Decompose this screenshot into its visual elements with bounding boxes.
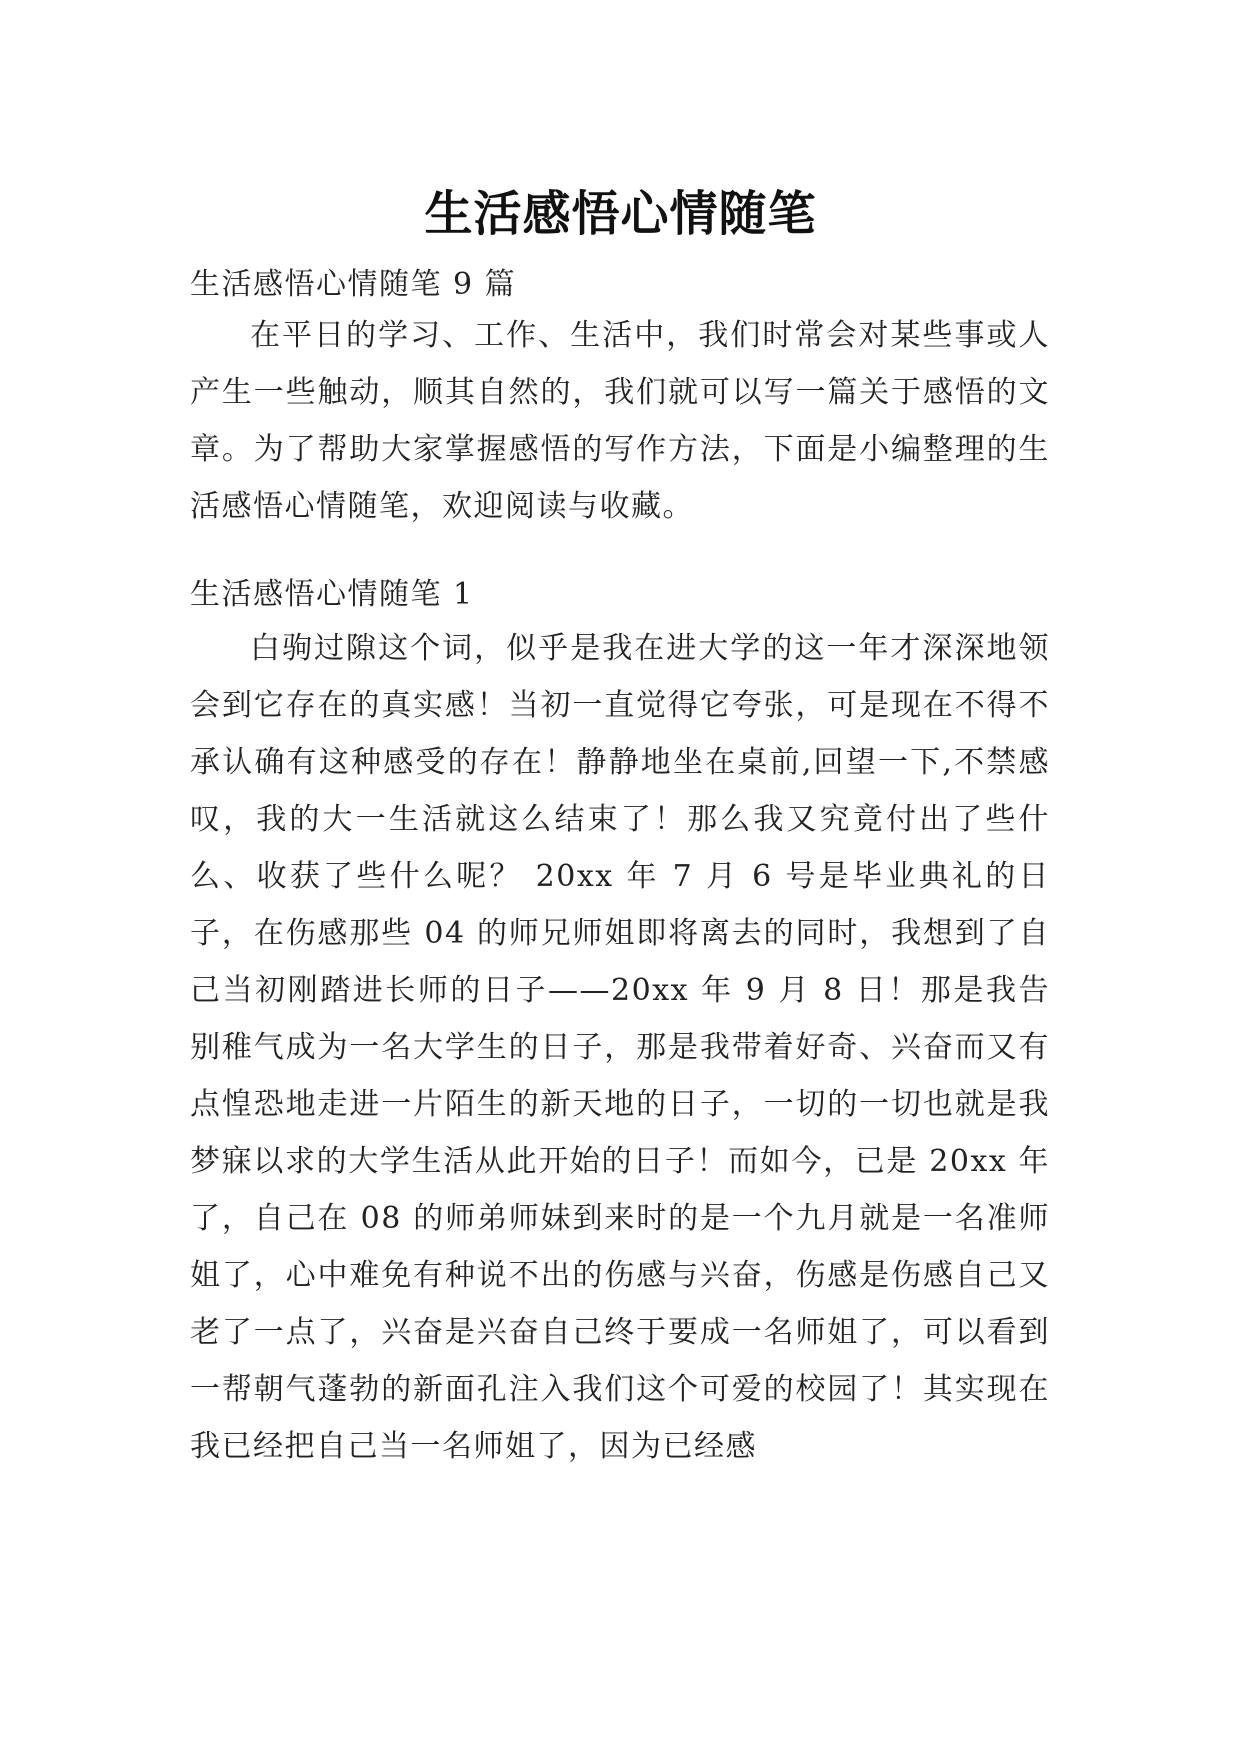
collection-heading: 生活感悟心情随笔 9 篇	[190, 267, 517, 302]
section-1-title: 生活感悟心情随笔 1	[190, 577, 474, 612]
section-1-body: 白驹过隙这个词，似乎是我在进大学的这一年才深深地领会到它存在的真实感！当初一直觉得它夸张，可是现在不得不承认确有这种感受的存在！静静地坐在桌前,回望一下,不禁感叹，我的大一生活就这么结束了！那么我又究竟付出了些什么、收获了些什么呢？ 20xx 年 7 月 6 号是毕业典礼的日子，在伤感那些 04 的师兄师姐即将离去的同时，我想到了自己当初刚踏进长师的日子——20xx 年 9 月 8 日！那是我告别稚气成为一名大学生的日子，那是我带着好奇、兴奋而又有点惶恐地走进一片陌生的新天地的日子，一切的一切也就是我梦寐以求的大学生活从此开始的日子！而如今，已是 20xx 年了，自己在 08 的师弟师妹到来时的是一个九月就是一名准师姐了，心中难免有种说不出的伤感与兴奋，伤感是伤感自己又老了一点了，兴奋是兴奋自己终于要成一名师姐了，可以看到一帮朝气蓬勃的新面孔注入我们这个可爱的校园了！其实现在我已经把自己当一名师姐了，因为已经感	[190, 631, 1050, 1464]
intro-paragraph: 在平日的学习、工作、生活中，我们时常会对某些事或人产生一些触动，顺其自然的，我们就可以写一篇关于感悟的文章。为了帮助大家掌握感悟的写作方法，下面是小编整理的生活感悟心情随笔，欢迎阅读与收藏。	[190, 318, 1050, 524]
document-title: 生活感悟心情随笔	[424, 186, 817, 243]
